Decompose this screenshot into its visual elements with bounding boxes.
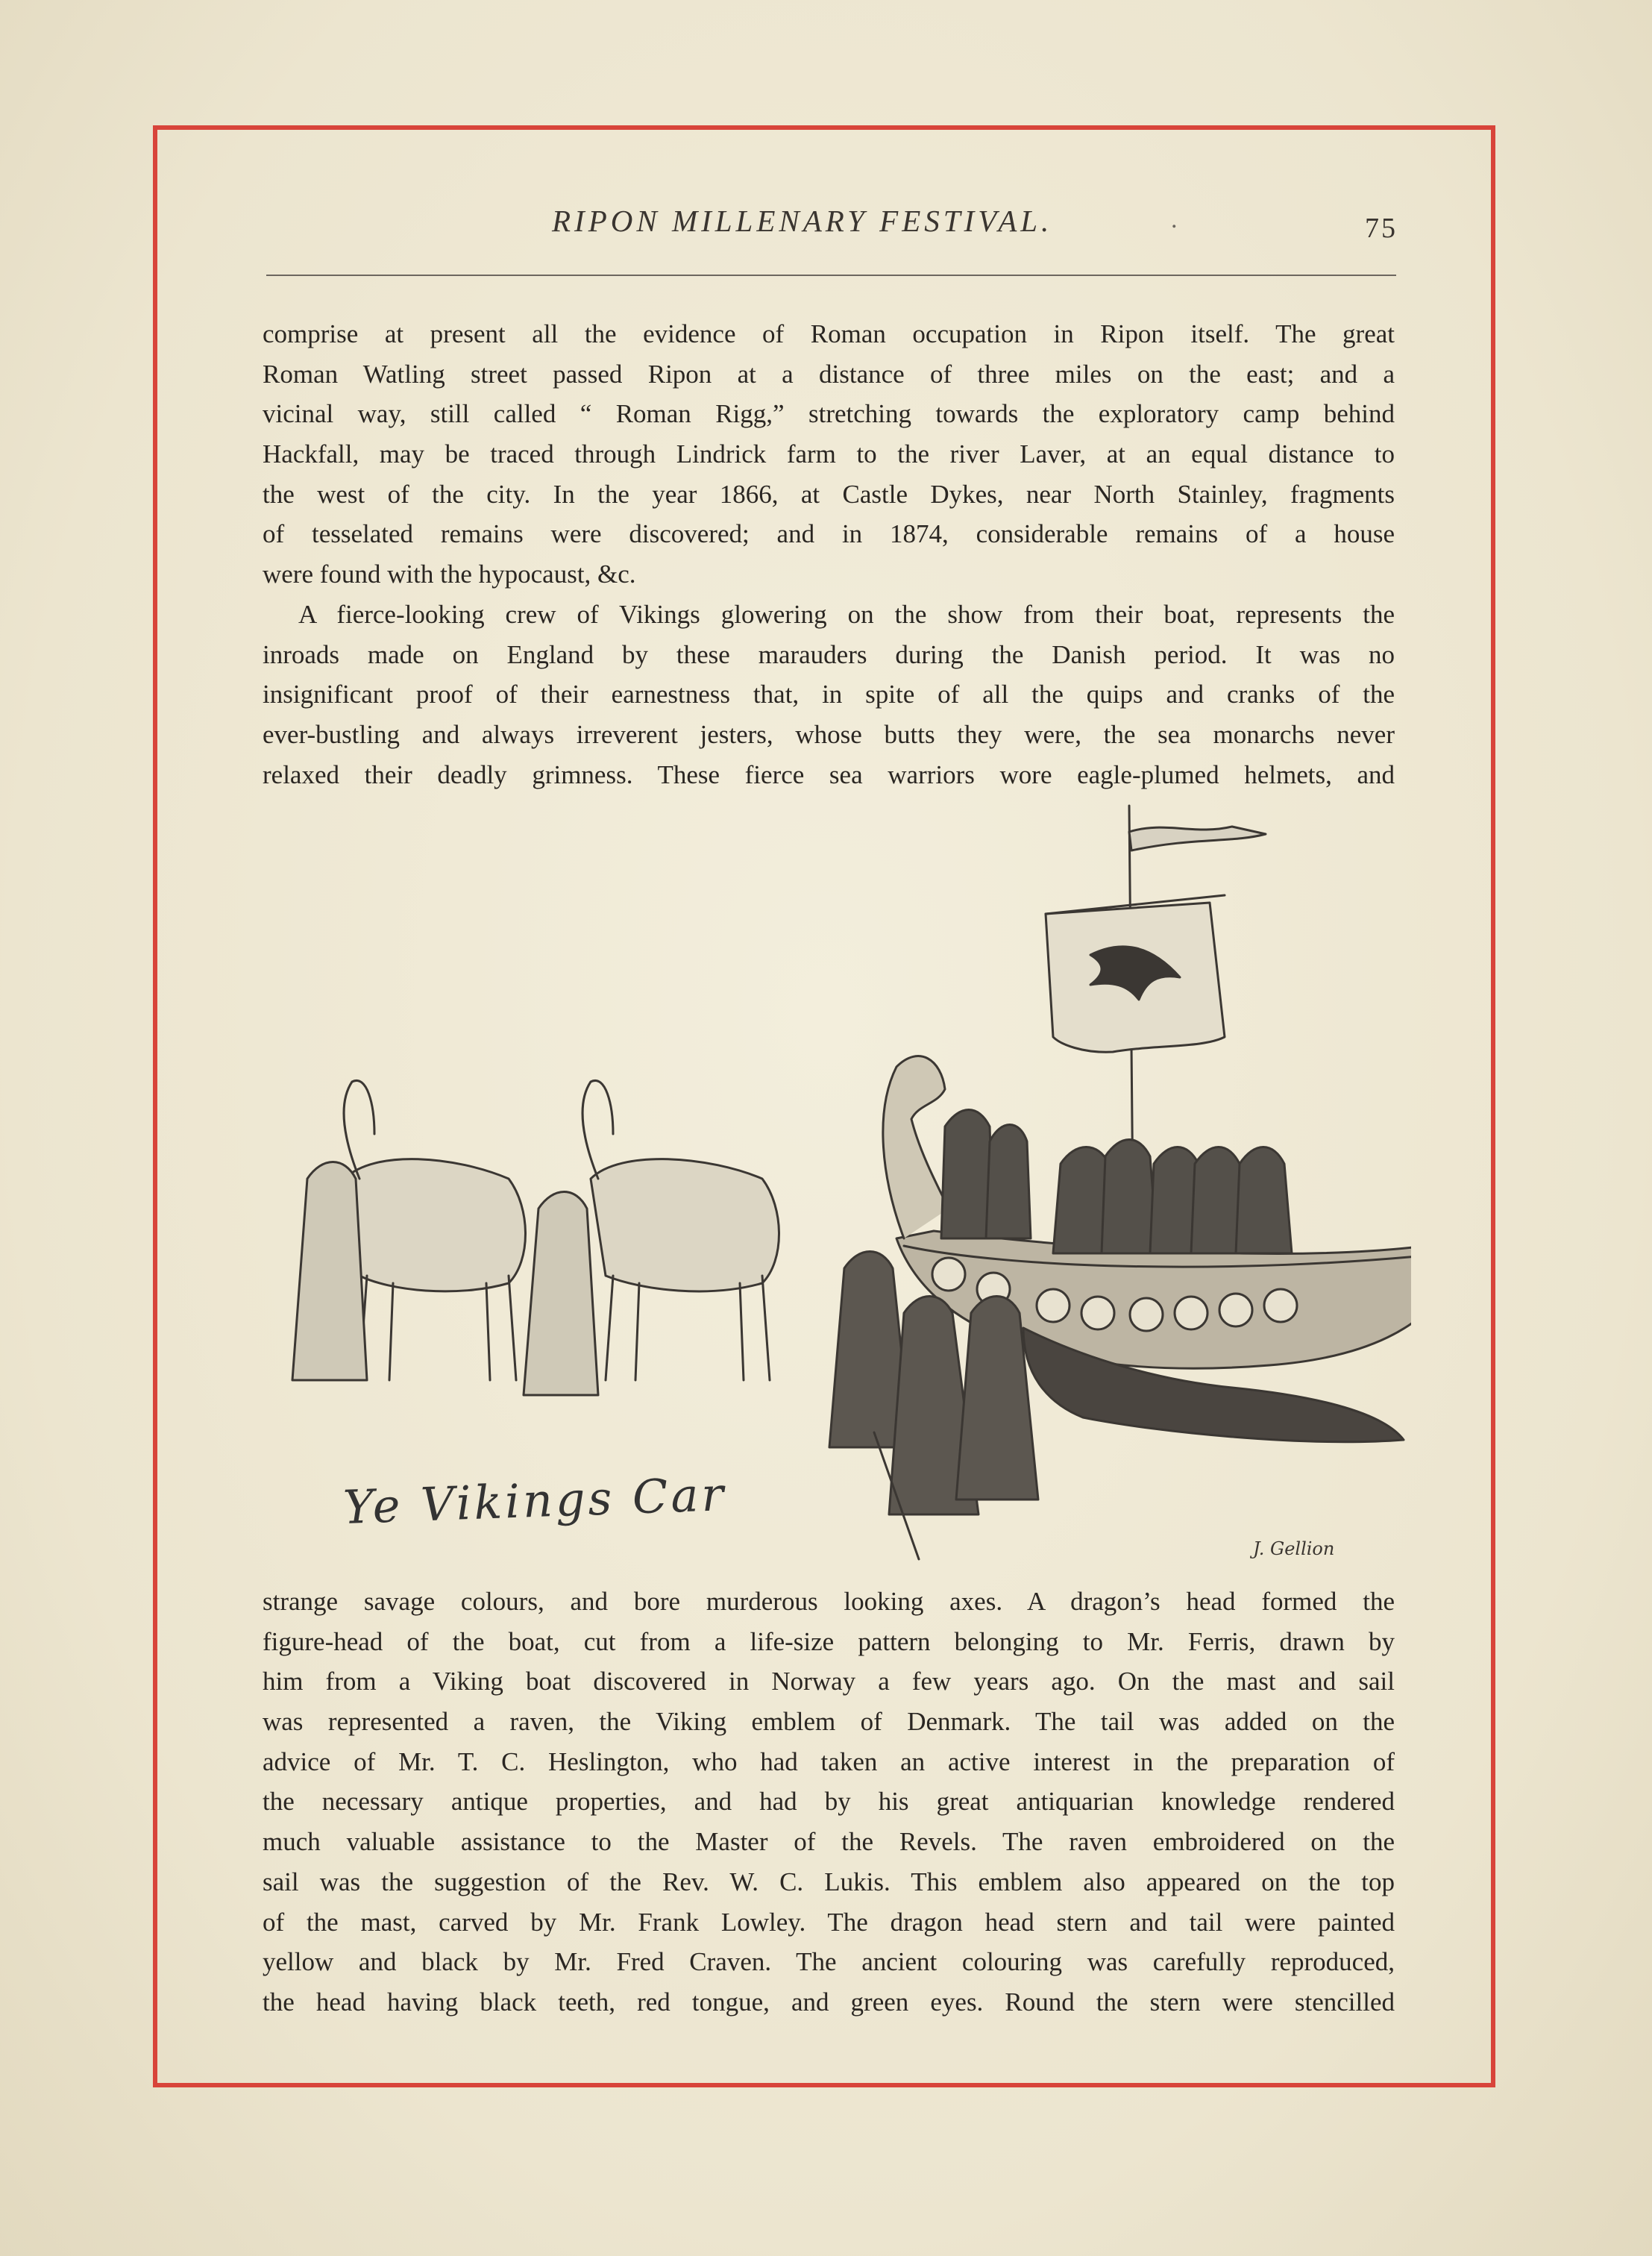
text-line: of the mast, carved by Mr. Frank Lowley. The dragon head stern and tail were painted (263, 1907, 1395, 1937)
text-line: the head having black teeth, red tongue, and green eyes. Round the stern were stencilled (263, 1987, 1395, 2017)
text-line: vicinal way, still called “ Roman Rigg,” stretching towards the exploratory camp behind (263, 399, 1395, 429)
text-line: him from a Viking boat discovered in Norway a few years ago. On the mast and sail (263, 1667, 1395, 1696)
text-line: much valuable assistance to the Master of the Revels. The raven embroidered on the (263, 1827, 1395, 1857)
text-line: strange savage colours, and bore murderous looking axes. A dragon’s head formed the (263, 1587, 1395, 1616)
artist-signature: J. Gellion (1253, 1538, 1335, 1559)
shield (1219, 1294, 1252, 1326)
viking-car-illustration (263, 791, 1411, 1582)
viking-crew (941, 1110, 1292, 1254)
shield (1175, 1297, 1207, 1329)
text-line: comprise at present all the evidence of Roman occupation in Ripon itself. The great (263, 319, 1395, 348)
header-rule (266, 275, 1396, 276)
shield (1081, 1297, 1114, 1329)
text-line: advice of Mr. T. C. Heslington, who had taken an active interest in the preparation of (263, 1746, 1395, 1776)
horse-left (344, 1080, 525, 1380)
attendant-left (292, 1162, 367, 1381)
text-line: Hackfall, may be traced through Lindrick farm to the river Laver, at an equal distance to (263, 439, 1395, 469)
dragon-prow (883, 1056, 949, 1238)
text-line: the west of the city. In the year 1866, at Castle Dykes, near North Stainley, fragments (263, 479, 1395, 509)
text-line: A fierce-looking crew of Vikings glowering on the show from their boat, represents the (298, 599, 1395, 629)
text-line: sail was the suggestion of the Rev. W. C. Lukis. This emblem also appeared on the top (263, 1867, 1395, 1896)
header-dot: . (1171, 206, 1178, 234)
text-line: were found with the hypocaust, &c. (263, 560, 636, 589)
shield (932, 1258, 965, 1291)
text-line: Roman Watling street passed Ripon at a distance of three miles on the east; and a (263, 359, 1395, 389)
running-title: RIPON MILLENARY FESTIVAL. (552, 204, 1053, 238)
text-line: inroads made on England by these marauders during the Danish period. It was no (263, 639, 1395, 669)
horse-right (582, 1080, 779, 1380)
page-number: 75 (1365, 213, 1398, 244)
text-line: yellow and black by Mr. Fred Craven. The ancient colouring was carefully reproduced, (263, 1947, 1395, 1977)
pennant (1129, 827, 1266, 850)
text-line: of tesselated remains were discovered; and in 1874, considerable remains of a house (263, 519, 1395, 549)
text-line: ever-bustling and always irreverent jesters, whose butts they were, the sea monarchs never (263, 719, 1395, 749)
shield (1130, 1298, 1163, 1331)
text-line: was represented a raven, the Viking emblem of Denmark. The tail was added on the (263, 1707, 1395, 1737)
attendant-middle (524, 1192, 598, 1396)
shield (1037, 1289, 1070, 1322)
body-text-bottom (263, 1582, 1395, 2022)
text-line: figure-head of the boat, cut from a life-size pattern belonging to Mr. Ferris, drawn by (263, 1626, 1395, 1656)
shield (1264, 1289, 1297, 1322)
illustration-drawing (263, 791, 1411, 1582)
text-line: insignificant proof of their earnestness that, in spite of all the quips and cranks of the (263, 680, 1395, 709)
body-text-top (263, 314, 1395, 795)
illustration-caption: Ye Vikings Car (342, 1467, 728, 1535)
text-line: the necessary antique properties, and had by his great antiquarian knowledge rendered (263, 1787, 1395, 1817)
text-line: relaxed their deadly grimness. These fierce sea warriors wore eagle-plumed helmets, and (263, 759, 1395, 789)
